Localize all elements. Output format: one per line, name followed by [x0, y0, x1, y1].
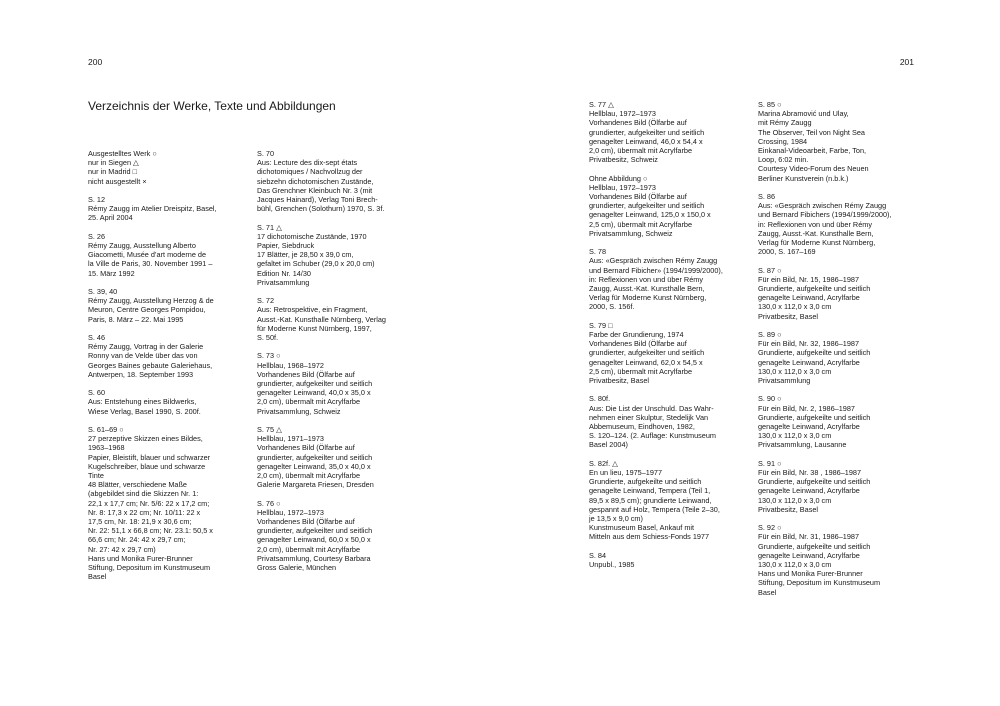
- entry-line: 2,5 cm), übermalt mit Acrylfarbe: [589, 366, 692, 376]
- entry-line: Ausst.-Kat. Kunsthalle Nürnberg, Verlag: [257, 314, 386, 324]
- entry-line: 17 Blätter, je 28,50 x 39,0 cm,: [257, 250, 354, 260]
- entry-line: Verlag für Moderne Kunst Nürnberg,: [589, 293, 707, 303]
- entry-line: 66,6 cm; Nr. 24: 42 x 29,7 cm;: [88, 535, 186, 545]
- entry-line: Abbemuseum, Eindhoven, 1982,: [589, 422, 695, 432]
- entry-line: Hellblau, 1972–1973: [257, 507, 324, 517]
- entry-line: Antwerpen, 18. September 1993: [88, 369, 194, 379]
- entry-line: 2,0 cm), übermalt mit Acrylfarbe: [257, 544, 360, 554]
- entry-line: grundierter, aufgekeilter und seitlich: [257, 526, 373, 536]
- entry-line: genagelter Leinwand, 60,0 x 50,0 x: [257, 535, 371, 545]
- entry-line: Rémy Zaugg, Ausstellung Alberto: [88, 241, 196, 250]
- entry-line: genagelte Leinwand, Acrylfarbe: [758, 357, 860, 367]
- entry-line: für Moderne Kunst Nürnberg, 1997,: [257, 323, 372, 333]
- entry-line: 2,0 cm), übermalt mit Acrylfarbe: [257, 471, 360, 481]
- entry-line: grundierter, aufgekeilter und seitlich: [589, 127, 705, 137]
- entry-line: genagelte Leinwand, Acrylfarbe: [758, 550, 860, 560]
- entry-reference: S. 61–69 ○: [88, 425, 124, 434]
- entry-line: Vorhandenes Bild (Ölfarbe auf: [589, 192, 687, 202]
- catalog-entry: [758, 266, 918, 321]
- entry-line: Georges Baines gebaute Galeriehaus,: [88, 360, 213, 370]
- entry-line: nehmen einer Skulptur, Stedelijk Van: [589, 412, 709, 422]
- entry-line: 17,5 cm, Nr. 18: 21,9 x 30,6 cm;: [88, 517, 192, 527]
- entry-line: 130,0 x 112,0 x 3,0 cm: [758, 495, 832, 505]
- entry-line: Courtesy Video-Forum des Neuen: [758, 164, 869, 174]
- entry-line: Jacques Hainard), Verlag Toni Brech-: [257, 195, 378, 205]
- entry-line: Aus: «Gespräch zwischen Rémy Zaugg: [589, 256, 718, 266]
- entry-line: nur in Madrid □: [88, 167, 138, 177]
- entry-line: Privatsammlung, Lausanne: [758, 440, 847, 450]
- entry-line: la Ville de Paris, 30. November 1991 –: [88, 259, 213, 269]
- entry-line: Berliner Kunstverein (n.b.k.): [758, 173, 849, 183]
- entry-line: 2000, S. 167–169: [758, 247, 816, 257]
- entry-line: genagelter Leinwand, 46,0 x 54,4 x: [589, 136, 703, 146]
- catalog-entry: [88, 287, 248, 324]
- catalog-entry: [589, 459, 749, 542]
- entry-line: Kunstmuseum Basel, Ankauf mit: [589, 523, 695, 533]
- entry-line: 2000, S. 156f.: [589, 302, 635, 312]
- entry-line: genagelter Leinwand, 62,0 x 54,5 x: [589, 357, 703, 367]
- catalog-entry: [758, 330, 918, 385]
- entry-line: Stiftung, Depositum im Kunstmuseum: [88, 563, 211, 573]
- entry-line: Stiftung, Depositum im Kunstmuseum: [758, 578, 881, 588]
- entry-line: und Bernard Fibicher» (1994/1999/2000),: [589, 265, 723, 275]
- entry-line: Nr. 22: 51,1 x 66,8 cm; Nr. 23.1: 50,5 x: [88, 526, 213, 536]
- entry-line: und Bernard Fibichers (1994/1999/2000),: [758, 210, 892, 220]
- entry-line: Privatsammlung, Schweiz: [589, 228, 673, 238]
- entry-reference: S. 75 △: [257, 425, 282, 435]
- entry-line: Privatbesitz, Basel: [758, 311, 819, 321]
- entry-line: 89,5 x 89,5 cm); grundierte Leinwand,: [589, 495, 712, 505]
- entry-reference: S. 80f.: [589, 394, 611, 404]
- entry-line: grundierter, aufgekeilter und seitlich: [589, 201, 705, 211]
- entry-line: genagelter Leinwand, 40,0 x 35,0 x: [257, 388, 371, 398]
- entry-reference: S. 60: [88, 388, 106, 398]
- catalog-entry: [88, 425, 248, 581]
- entry-line: S. 120–124. (2. Auflage: Kunstmuseum: [589, 431, 716, 441]
- entry-line: 2,0 cm), übermalt mit Acrylfarbe: [589, 146, 692, 156]
- entry-line: Basel: [88, 572, 107, 582]
- entry-line: nicht ausgestellt ×: [88, 176, 147, 186]
- entry-line: Grundierte, aufgekeilte und seitlich: [758, 284, 871, 294]
- catalog-entry: [758, 523, 918, 597]
- entry-reference: S. 12: [88, 195, 106, 204]
- entry-reference: S. 92 ○: [758, 523, 782, 533]
- catalog-entry: [257, 425, 417, 489]
- entry-line: The Observer, Teil von Night Sea: [758, 127, 865, 137]
- catalog-entry: [257, 499, 417, 573]
- entry-line: Privatsammlung, Courtesy Barbara: [257, 553, 371, 563]
- entry-reference: S. 76 ○: [257, 498, 281, 508]
- entry-reference: S. 26: [88, 231, 106, 241]
- entry-line: Für ein Bild, Nr. 38 , 1986–1987: [758, 468, 862, 478]
- catalog-entry: [758, 192, 918, 256]
- catalog-entry: [257, 149, 417, 213]
- entry-line: mit Rémy Zaugg: [758, 118, 812, 128]
- entry-line: Zaugg, Ausst.-Kat. Kunsthalle Bern,: [758, 228, 874, 238]
- entry-line: Gross Galerie, München: [257, 563, 337, 573]
- entry-line: Privatsammlung, Schweiz: [257, 406, 341, 416]
- entry-line: genagelte Leinwand, Tempera (Teil 1,: [589, 486, 711, 496]
- entry-line: 15. März 1992: [88, 268, 135, 278]
- catalog-entry: [88, 149, 248, 186]
- entry-reference: S. 78: [589, 247, 607, 257]
- entry-line: Rémy Zaugg im Atelier Dreispitz, Basel,: [88, 204, 217, 214]
- entry-line: dichotomiques / Nachvollzug der: [257, 167, 363, 177]
- entry-reference: Ausgestelltes Werk ○: [88, 149, 157, 158]
- entry-line: Für ein Bild, Nr. 31, 1986–1987: [758, 532, 860, 542]
- entry-line: Grundierte, aufgekeilte und seitlich: [758, 477, 871, 487]
- entry-line: En un lieu, 1975–1977: [589, 468, 663, 478]
- entry-line: S. 50f.: [257, 333, 279, 343]
- entry-line: Nr. 27: 42 x 29,7 cm): [88, 544, 156, 554]
- entry-line: grundierter, aufgekeilter und seitlich: [257, 379, 373, 389]
- entry-line: Privatsammlung: [257, 277, 310, 287]
- entry-reference: S. 77 △: [589, 100, 614, 109]
- entry-line: Grundierte, aufgekeilte und seitlich: [758, 541, 871, 551]
- entry-line: Aus: Entstehung eines Bildwerks,: [88, 397, 197, 407]
- entry-reference: Ohne Abbildung ○: [589, 173, 648, 183]
- entry-line: Verlag für Moderne Kunst Nürnberg,: [758, 238, 876, 248]
- entry-line: Edition Nr. 14/30: [257, 268, 311, 278]
- catalog-entry: [589, 394, 749, 449]
- entry-reference: S. 73 ○: [257, 351, 281, 361]
- entry-line: bühl, Grenchen (Solothurn) 1970, S. 3f.: [257, 204, 385, 214]
- entry-line: Aus: Die List der Unschuld. Das Wahr-: [589, 403, 714, 413]
- entry-line: 130,0 x 112,0 x 3,0 cm: [758, 431, 832, 441]
- entry-reference: S. 85 ○: [758, 100, 782, 109]
- entry-line: Nr. 8: 17,3 x 22 cm; Nr. 10/11: 22 x: [88, 507, 201, 517]
- entry-line: 2,0 cm), übermalt mit Acrylfarbe: [257, 397, 360, 407]
- entry-line: gefaltet im Schuber (29,0 x 20,0 cm): [257, 259, 375, 269]
- column-2: [257, 149, 417, 581]
- entry-line: Kugelschreiber, blaue und schwarze: [88, 461, 206, 471]
- entry-reference: S. 90 ○: [758, 394, 782, 404]
- entry-line: Wiese Verlag, Basel 1990, S. 200f.: [88, 406, 201, 416]
- page-number-left: 200: [88, 57, 103, 67]
- entry-line: Hellblau, 1972–1973: [589, 109, 656, 119]
- entry-line: genagelte Leinwand, Acrylfarbe: [758, 486, 860, 496]
- entry-line: 1963–1968: [88, 443, 125, 453]
- catalog-entry: [257, 223, 417, 287]
- entry-line: Privatbesitz, Schweiz: [589, 155, 658, 165]
- entry-line: Mitteln aus dem Schiess-Fonds 1977: [589, 532, 710, 542]
- entry-reference: S. 70: [257, 149, 275, 158]
- entry-line: Papier, Bleistift, blauer und schwarzer: [88, 452, 211, 462]
- entry-line: Vorhandenes Bild (Ölfarbe auf: [589, 339, 687, 349]
- entry-line: Vorhandenes Bild (Ölfarbe auf: [257, 443, 355, 453]
- catalog-entry: [758, 459, 918, 514]
- catalog-entry: [257, 296, 417, 342]
- entry-line: 22,1 x 17,7 cm; Nr. 5/6: 22 x 17,2 cm;: [88, 498, 210, 508]
- entry-line: Privatbesitz, Basel: [758, 504, 819, 514]
- entry-reference: S. 91 ○: [758, 458, 782, 468]
- catalog-entry: [589, 100, 749, 164]
- entry-line: Rémy Zaugg, Vortrag in der Galerie: [88, 342, 204, 352]
- column-1: [88, 149, 248, 591]
- entry-line: siebzehn dichotomischen Zustände,: [257, 176, 374, 186]
- entry-line: Aus: Lecture des dix-sept états: [257, 158, 358, 168]
- entry-line: Crossing, 1984: [758, 136, 808, 146]
- entry-line: genagelte Leinwand, Acrylfarbe: [758, 293, 860, 303]
- entry-line: Einkanal-Videoarbeit, Farbe, Ton,: [758, 146, 867, 156]
- entry-line: Loop, 6:02 min.: [758, 155, 809, 165]
- entry-line: (abgebildet sind die Skizzen Nr. 1:: [88, 489, 199, 499]
- entry-line: genagelter Leinwand, 35,0 x 40,0 x: [257, 461, 371, 471]
- entry-line: Unpubl., 1985: [589, 560, 635, 570]
- entry-line: 130,0 x 112,0 x 3,0 cm: [758, 302, 832, 312]
- entry-line: 130,0 x 112,0 x 3,0 cm: [758, 560, 832, 570]
- column-3: [589, 100, 749, 578]
- entry-line: Basel: [758, 587, 777, 597]
- entry-line: Für ein Bild, Nr. 32, 1986–1987: [758, 339, 860, 349]
- entry-reference: S. 86: [758, 192, 776, 202]
- entry-line: Hellblau, 1971–1973: [257, 434, 324, 444]
- entry-reference: S. 82f. △: [589, 458, 618, 468]
- entry-line: Farbe der Grundierung, 1974: [589, 330, 684, 340]
- entry-line: Aus: «Gespräch zwischen Rémy Zaugg: [758, 201, 887, 211]
- catalog-entry: [589, 551, 749, 569]
- catalog-entry: [589, 247, 749, 311]
- entry-line: Vorhandenes Bild (Ölfarbe auf: [257, 517, 355, 527]
- entry-line: Aus: Retrospektive, ein Fragment,: [257, 305, 368, 315]
- entry-line: in: Reflexionen von und über Rémy: [589, 274, 703, 284]
- entry-line: Das Grenchner Kleinbuch Nr. 3 (mit: [257, 185, 373, 195]
- entry-line: Giacometti, Musée d’art moderne de: [88, 250, 207, 260]
- entry-line: Papier, Siebdruck: [257, 241, 315, 251]
- entry-line: Hellblau, 1968–1972: [257, 360, 324, 370]
- page-number-right: 201: [899, 57, 914, 67]
- entry-reference: S. 72: [257, 296, 275, 306]
- entry-line: 25. April 2004: [88, 213, 133, 223]
- entry-line: Galerie Margareta Friesen, Dresden: [257, 480, 374, 490]
- entry-line: Rémy Zaugg, Ausstellung Herzog & de: [88, 296, 214, 306]
- entry-line: Grundierte, aufgekeilte und seitlich: [758, 348, 871, 358]
- entry-line: Für ein Bild, Nr. 15, 1986–1987: [758, 274, 860, 284]
- entry-line: Paris, 8. März – 22. Mai 1995: [88, 314, 184, 324]
- catalog-entry: [758, 100, 918, 183]
- entry-reference: S. 89 ○: [758, 330, 782, 340]
- entry-line: 2,5 cm), übermalt mit Acrylfarbe: [589, 219, 692, 229]
- catalog-entry: [88, 232, 248, 278]
- catalog-entry: [88, 195, 248, 223]
- entry-line: Vorhandenes Bild (Ölfarbe auf: [589, 118, 687, 128]
- entry-reference: S. 84: [589, 550, 607, 560]
- entry-line: gespannt auf Holz, Tempera (Teile 2–30,: [589, 504, 720, 514]
- catalog-entry: [88, 388, 248, 416]
- entry-line: Vorhandenes Bild (Ölfarbe auf: [257, 369, 355, 379]
- entry-line: grundierter, aufgekeilter und seitlich: [257, 452, 373, 462]
- entry-line: Grundierte, aufgekeilte und seitlich: [589, 477, 702, 487]
- entry-line: nur in Siegen △: [88, 158, 139, 168]
- page-title: Verzeichnis der Werke, Texte und Abbildungen: [88, 99, 336, 113]
- catalog-entry: [88, 333, 248, 379]
- entry-line: in: Reflexionen von und über Rémy: [758, 219, 872, 229]
- entry-line: 17 dichotomische Zustände, 1970: [257, 231, 367, 241]
- catalog-entry: [758, 394, 918, 449]
- entry-line: Privatbesitz, Basel: [589, 376, 650, 386]
- entry-line: Ronny van de Velde über das von: [88, 351, 198, 361]
- entry-line: genagelte Leinwand, Acrylfarbe: [758, 422, 860, 432]
- column-4: [758, 100, 918, 606]
- entry-reference: S. 46: [88, 333, 106, 342]
- entry-reference: S. 71 △: [257, 222, 282, 232]
- entry-line: Grundierte, aufgekeilte und seitlich: [758, 412, 871, 422]
- entry-line: je 13,5 x 9,0 cm): [589, 514, 643, 524]
- entry-line: Marina Abramović und Ulay,: [758, 109, 849, 119]
- entry-reference: S. 79 □: [589, 320, 613, 330]
- entry-line: genagelter Leinwand, 125,0 x 150,0 x: [589, 210, 711, 220]
- entry-line: Tinte: [88, 471, 104, 481]
- entry-line: Für ein Bild, Nr. 2, 1986–1987: [758, 403, 855, 413]
- entry-line: Zaugg, Ausst.-Kat. Kunsthalle Bern,: [589, 284, 705, 294]
- entry-line: Hans und Monika Furer-Brunner: [88, 553, 193, 563]
- entry-line: Hans und Monika Furer-Brunner: [758, 569, 863, 579]
- catalog-entry: [589, 174, 749, 238]
- catalog-entry: [257, 351, 417, 415]
- entry-reference: S. 87 ○: [758, 265, 782, 275]
- entry-line: Hellblau, 1972–1973: [589, 182, 656, 192]
- entry-reference: S. 39, 40: [88, 287, 118, 296]
- entry-line: 48 Blätter, verschiedene Maße: [88, 480, 187, 490]
- entry-line: 130,0 x 112,0 x 3,0 cm: [758, 366, 832, 376]
- catalog-entry: [589, 321, 749, 385]
- entry-line: 27 perzeptive Skizzen eines Bildes,: [88, 434, 203, 444]
- entry-line: Privatsammlung: [758, 376, 811, 386]
- entry-line: Meuron, Centre Georges Pompidou,: [88, 305, 206, 315]
- entry-line: Basel 2004): [589, 440, 628, 450]
- entry-line: grundierter, aufgekeilter und seitlich: [589, 348, 705, 358]
